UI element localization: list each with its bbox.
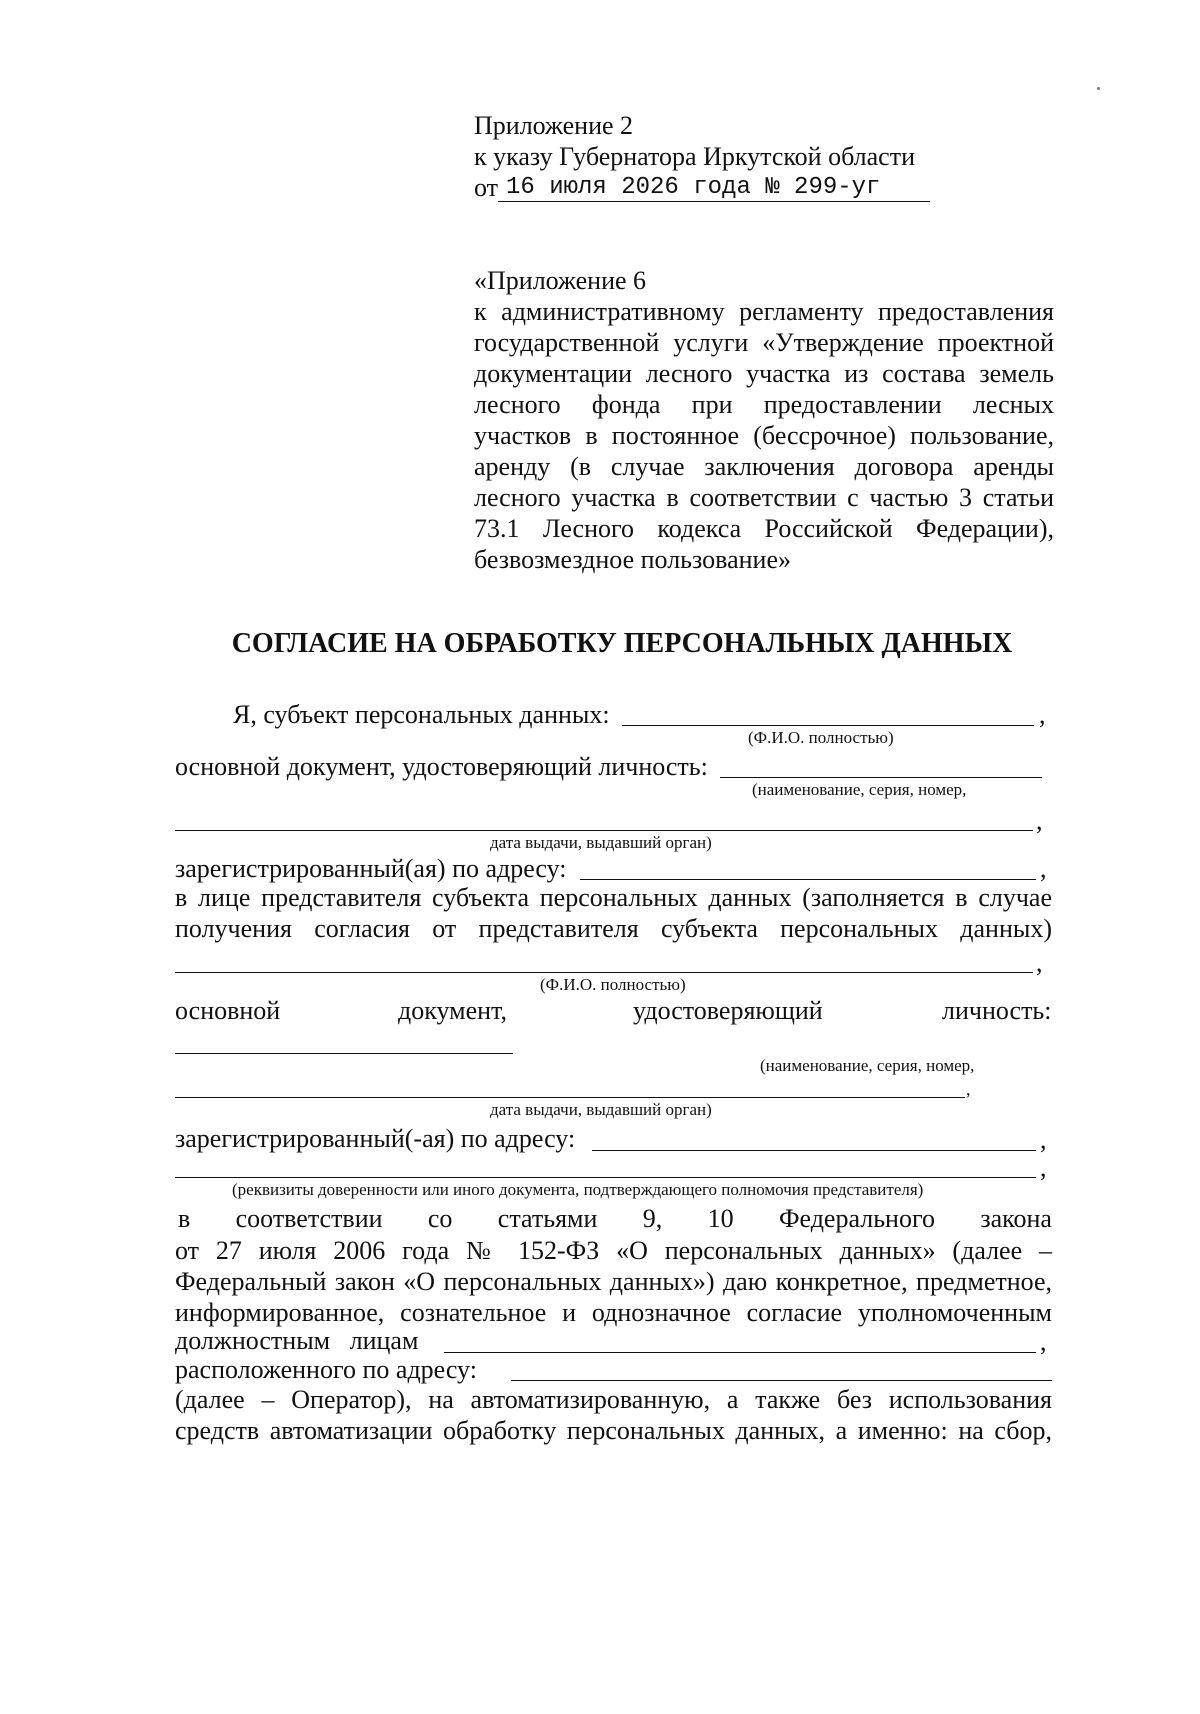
address-label: зарегистрированный(ая) по адресу: [175,854,567,883]
comma: , [1036,948,1043,977]
body-word: закона [980,1204,1052,1233]
annex6-line: лесного фонда при предоставлении лесных [474,390,1054,419]
body-line: (далее – Оператор), на автоматизированную, а также без использования [175,1385,1052,1414]
doc-field-continued[interactable] [175,830,1033,831]
doc-hint-continued: дата выдачи, выдавший орган) [490,833,712,852]
rep-address-label: зарегистрированный(-ая) по адресу: [175,1124,576,1153]
document-title: СОГЛАСИЕ НА ОБРАБОТКУ ПЕРСОНАЛЬНЫХ ДАННЫХ [231,628,1013,659]
subject-name-hint: (Ф.И.О. полностью) [748,728,894,747]
annex2-date-prefix: от [474,173,499,202]
rep-doc-word: удостоверяющий [633,996,823,1025]
comma: , [1040,1153,1047,1182]
doc-field[interactable] [720,777,1042,778]
operator-address-label: расположенного по адресу: [175,1355,477,1384]
body-word: Федерального [778,1204,935,1233]
body-line: от 27 июля 2006 года № 152-ФЗ «О персональных данных» (далее – [175,1236,1052,1265]
annex6-line: участков в постоянное (бессрочное) пользование, [474,421,1054,450]
comma: , [966,1079,971,1099]
body-word: 10 [707,1204,734,1233]
address-field[interactable] [580,879,1036,880]
comma: , [1040,854,1047,883]
scan-speck [1097,87,1100,90]
comma: , [1039,700,1046,729]
annex6-title: «Приложение 6 [474,266,647,295]
annex6-line: лесного участка в соответствии с частью 3 статьи [474,483,1054,512]
doc-hint: (наименование, серия, номер, [752,780,967,799]
annex2-date-value: 16 июля 2026 года № 299-уг [506,174,881,201]
annex6-line: документации лесного участка из состава земель [474,359,1054,388]
rep-doc-word: личность: [942,996,1052,1025]
body-line: Федеральный закон «О персональных данных») даю конкретное, предметное, [175,1267,1052,1296]
representative-name-field[interactable] [175,972,1033,973]
comma: , [1040,1125,1047,1154]
body-line: информированное, сознательное и однозначное согласие уполномоченным [175,1298,1052,1327]
annex6-line: безвозмездное пользование» [474,545,791,574]
date-underline [498,201,930,202]
body-line: средств автоматизации обработку персональных данных, а именно: на сбор, [175,1416,1052,1445]
subject-label: Я, субъект персональных данных: [233,700,610,729]
body-word: 9, [642,1204,663,1233]
annex6-line: 73.1 Лесного кодекса Российской Федерации), [474,514,1054,543]
officials-label: должностным лицам [175,1326,419,1355]
comma: , [1036,806,1043,835]
annex6-line: аренду (в случае заключения договора аренды [474,452,1054,481]
rep-doc-field-continued[interactable] [175,1097,965,1098]
officials-field[interactable] [444,1352,1036,1353]
rep-doc-word: основной [175,996,281,1025]
subject-name-field[interactable] [622,725,1034,726]
annex6-line: государственной услуги «Утверждение проектной [474,328,1054,357]
annex2-title: Приложение 2 [474,111,634,140]
comma: , [1040,1327,1047,1356]
operator-address-field[interactable] [511,1380,1052,1381]
proxy-hint: (реквизиты доверенности или иного документа, подтверждающего полномочия представителя) [232,1180,924,1199]
body-word: статьями [497,1204,598,1233]
representative-text: в лице представителя субъекта персональных данных (заполняется в случае [175,883,1052,912]
body-word: в [178,1204,191,1233]
rep-doc-hint-continued: дата выдачи, выдавший орган) [490,1100,712,1119]
body-word: со [427,1204,453,1233]
rep-doc-field[interactable] [175,1053,513,1054]
annex6-line: к административному регламенту предоставления [474,297,1054,326]
rep-doc-hint: (наименование, серия, номер, [760,1056,975,1075]
annex2-decree: к указу Губернатора Иркутской области [474,142,915,171]
representative-text: получения согласия от представителя субъекта персональных данных) [175,914,1052,943]
body-line-1 [178,1203,1052,1235]
doc-label: основной документ, удостоверяющий личность: [175,752,708,781]
rep-doc-word: документ, [398,996,507,1025]
body-word: соответствии [235,1204,383,1233]
representative-name-hint: (Ф.И.О. полностью) [540,975,686,994]
proxy-field[interactable] [175,1177,1036,1178]
rep-address-field[interactable] [592,1150,1036,1151]
